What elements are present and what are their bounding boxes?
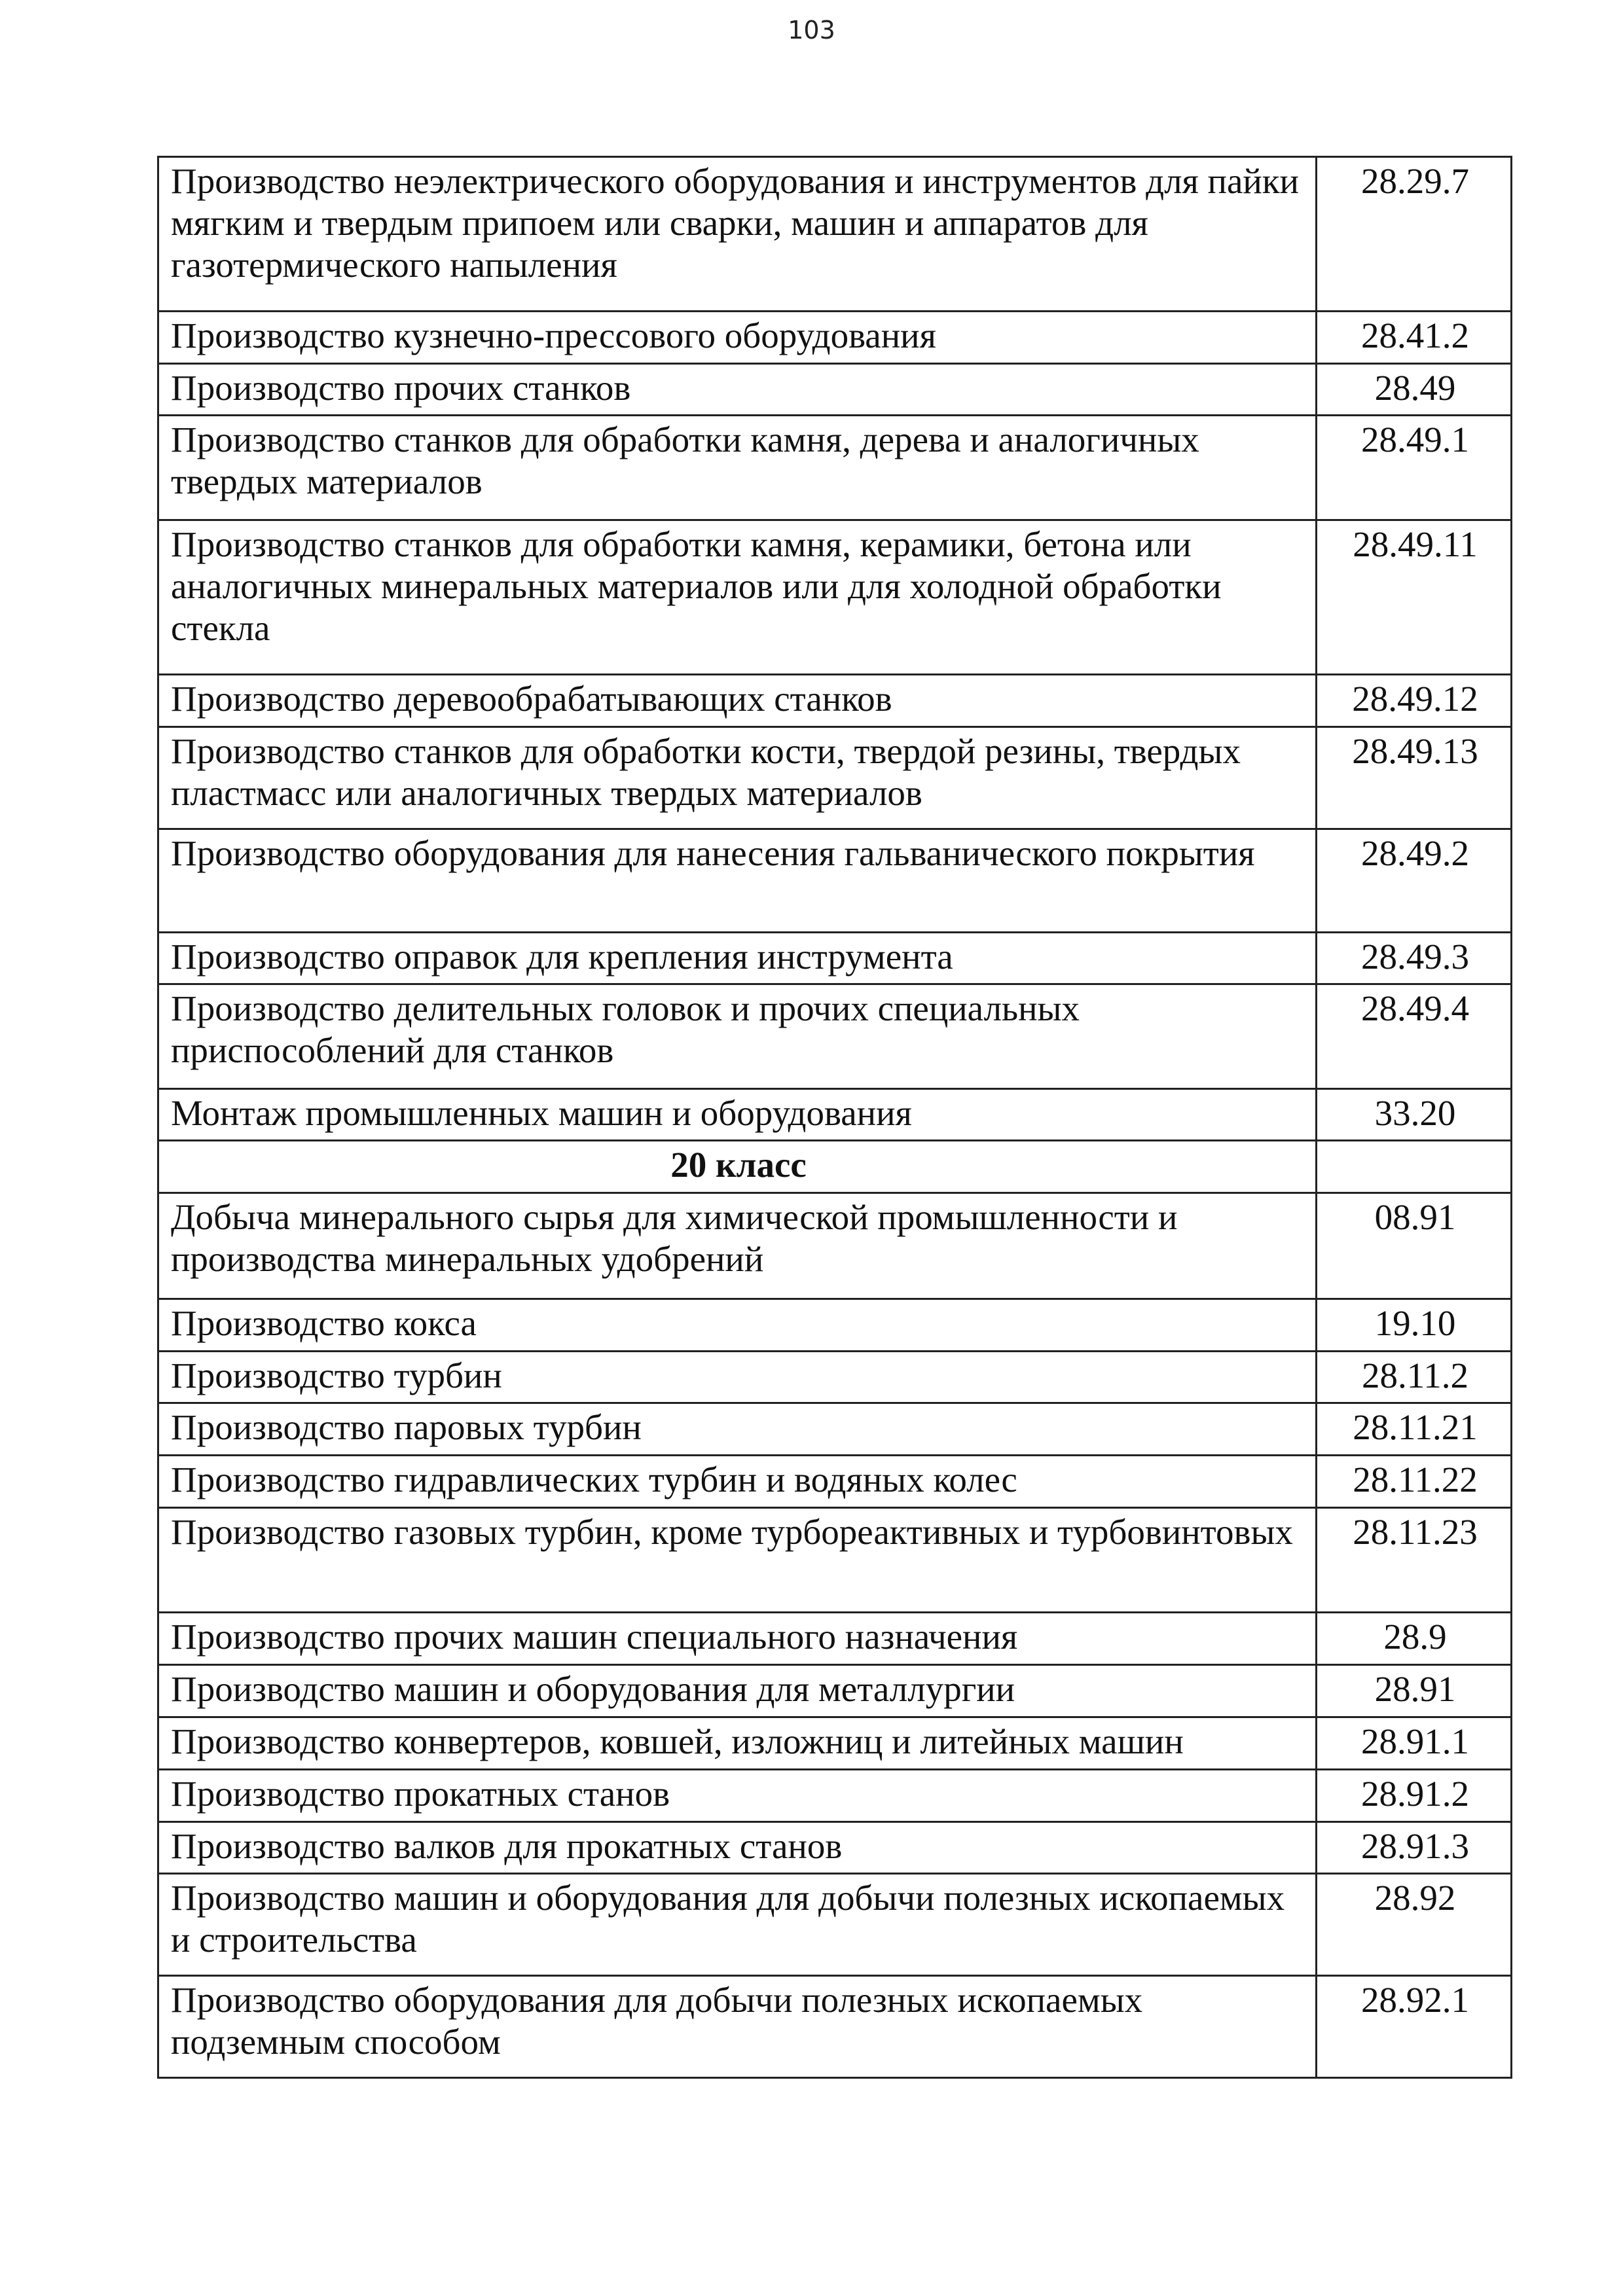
activity-code: 28.91	[1317, 1665, 1512, 1717]
activity-name: Производство неэлектрического оборудования и инструментов для пайки мягким и твердым припоем или сварки, машин и аппаратов для газотермического напыления	[158, 157, 1317, 312]
activity-code: 28.49.4	[1317, 984, 1512, 1089]
table-row	[158, 1193, 1512, 1299]
activity-code: 08.91	[1317, 1193, 1512, 1299]
activity-name: Производство оборудования для нанесения гальванического покрытия	[158, 829, 1317, 933]
table-row	[158, 1770, 1512, 1822]
table-row	[158, 984, 1512, 1089]
table-row	[158, 312, 1512, 364]
page-number: 103	[788, 16, 835, 45]
table-row	[158, 1976, 1512, 2078]
activity-name: Производство паровых турбин	[158, 1403, 1317, 1456]
activity-code: 28.11.23	[1317, 1508, 1512, 1613]
activity-code: 28.49.2	[1317, 829, 1512, 933]
activity-name: Производство станков для обработки камня, дерева и аналогичных твердых материалов	[158, 416, 1317, 520]
activity-code: 28.49	[1317, 364, 1512, 416]
table-row	[158, 520, 1512, 675]
activity-code: 28.41.2	[1317, 312, 1512, 364]
table-row	[158, 1508, 1512, 1613]
table-row	[158, 1403, 1512, 1456]
activity-name: Производство газовых турбин, кроме турбореактивных и турбовинтовых	[158, 1508, 1317, 1613]
activity-code: 28.11.2	[1317, 1352, 1512, 1403]
activity-name: Производство машин и оборудования для металлургии	[158, 1665, 1317, 1717]
table-row	[158, 1352, 1512, 1403]
activity-code: 28.92.1	[1317, 1976, 1512, 2078]
activity-name: Производство станков для обработки кости, твердой резины, твердых пластмасс или аналогичных твердых материалов	[158, 727, 1317, 829]
activity-name: Производство деревообрабатывающих станков	[158, 675, 1317, 727]
activity-name: Добыча минерального сырья для химической промышленности и производства минеральных удобрений	[158, 1193, 1317, 1299]
activity-name: Монтаж промышленных машин и оборудования	[158, 1089, 1317, 1141]
table-row	[158, 1665, 1512, 1717]
activity-name: Производство валков для прокатных станов	[158, 1822, 1317, 1874]
activity-name: Производство конвертеров, ковшей, изложниц и литейных машин	[158, 1717, 1317, 1770]
activity-name: Производство гидравлических турбин и водяных колес	[158, 1456, 1317, 1508]
activity-name: Производство кузнечно-прессового оборудования	[158, 312, 1317, 364]
activity-name: Производство прочих станков	[158, 364, 1317, 416]
table-row	[158, 1613, 1512, 1665]
activity-code: 28.49.12	[1317, 675, 1512, 727]
table-row	[158, 1456, 1512, 1508]
activity-code: 28.91.2	[1317, 1770, 1512, 1822]
table-row	[158, 1822, 1512, 1874]
activity-name: Производство станков для обработки камня, керамики, бетона или аналогичных минеральных материалов или для холодной обработки стекла	[158, 520, 1317, 675]
table-row	[158, 727, 1512, 829]
activity-name: Производство машин и оборудования для добычи полезных ископаемых и строительства	[158, 1874, 1317, 1976]
table-row	[158, 933, 1512, 984]
activity-codes-table	[157, 156, 1512, 2079]
activity-code: 28.11.22	[1317, 1456, 1512, 1508]
table-row	[158, 1874, 1512, 1976]
activity-code: 28.49.3	[1317, 933, 1512, 984]
activity-code: 28.49.13	[1317, 727, 1512, 829]
table-row	[158, 1089, 1512, 1141]
activity-code: 28.9	[1317, 1613, 1512, 1665]
activity-code: 33.20	[1317, 1089, 1512, 1141]
activity-code: 28.49.11	[1317, 520, 1512, 675]
table-row	[158, 1717, 1512, 1770]
table-row	[158, 157, 1512, 312]
activity-code: 28.11.21	[1317, 1403, 1512, 1456]
activity-name: Производство прочих машин специального назначения	[158, 1613, 1317, 1665]
class-heading-row	[158, 1141, 1512, 1193]
activity-code: 28.29.7	[1317, 157, 1512, 312]
class-heading: 20 класс	[158, 1141, 1317, 1193]
activity-code: 28.92	[1317, 1874, 1512, 1976]
activity-name: Производство турбин	[158, 1352, 1317, 1403]
table-row	[158, 675, 1512, 727]
table-row	[158, 364, 1512, 416]
table-row	[158, 1299, 1512, 1352]
activity-name: Производство оправок для крепления инструмента	[158, 933, 1317, 984]
activity-name: Производство кокса	[158, 1299, 1317, 1352]
activity-name: Производство прокатных станов	[158, 1770, 1317, 1822]
activity-name: Производство оборудования для добычи полезных ископаемых подземным способом	[158, 1976, 1317, 2078]
activity-code: 28.49.1	[1317, 416, 1512, 520]
activity-code: 28.91.3	[1317, 1822, 1512, 1874]
table-row	[158, 416, 1512, 520]
activity-code: 19.10	[1317, 1299, 1512, 1352]
table-row	[158, 829, 1512, 933]
activity-code	[1317, 1141, 1512, 1193]
activity-code: 28.91.1	[1317, 1717, 1512, 1770]
activity-name: Производство делительных головок и прочих специальных приспособлений для станков	[158, 984, 1317, 1089]
